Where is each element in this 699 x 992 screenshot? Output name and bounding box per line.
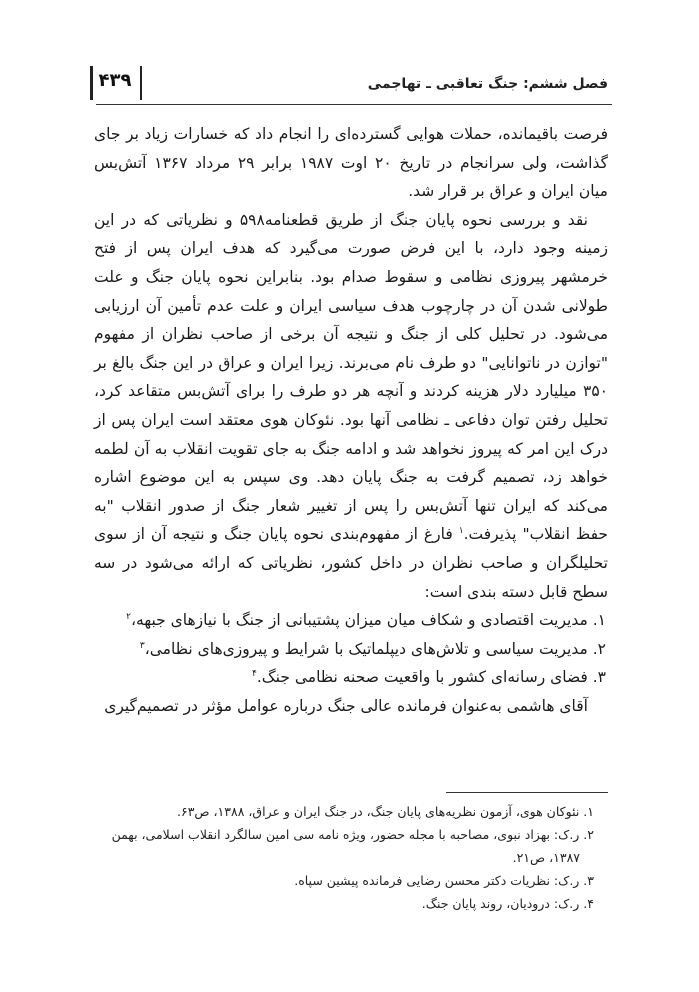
footnote-ref: ۴	[252, 669, 257, 680]
list-item	[94, 635, 608, 664]
page-number: ۴۳۹	[98, 70, 132, 91]
footnote-4: ۴. ر.ک: درودیان، روند پایان جنگ.	[421, 896, 594, 911]
footnote-ref: ۲	[126, 611, 132, 622]
header-rule	[96, 104, 612, 105]
footnote-ref: ۳	[139, 640, 145, 651]
paragraph-1: فرصت باقیمانده، حملات هوایی گسترده‌ای را انجام داد که خسارات زیاد بر جای گذاشت، ولی سرانجام در تاریخ ۲۰ اوت ۱۹۸۷ برابر ۲۹ مرداد ۱۳۶۷ آتش‌بس میان ایران و عراق بر قرار شد.	[94, 125, 608, 201]
footnote-separator	[446, 792, 608, 793]
footnotes	[94, 800, 608, 915]
list-item	[94, 663, 608, 692]
header-left-rule	[90, 66, 93, 100]
footnote-1: ۱. نئوکان هوی، آزمون نظریه‌های پایان جنگ، در جنگ ایران و عراق، ۱۳۸۸، ص۶۳.	[177, 804, 594, 819]
footnote-ref: ۱	[458, 526, 464, 537]
paragraph-2-part-a: نقد و بررسی نحوه پایان جنگ از طریق قطعنامه۵۹۸ و نظریاتی که در این زمینه وجود دارد، با این فرض صورت می‌گیرد که هدف ایران پس از فتح خرمشهر پیروزی نظامی و سقوط صدام بود. بنابراین نحوه پایان جنگ و علت طولانی شدن آن در چارچوب هدف سیاسی ایران و علت عدم تأمین آن ارزیابی می‌شود. در تحلیل کلی از جنگ و نتیجه آن برخی از صاحب نظران از مفهوم "توازن در ناتوانایی" دو طرف نام می‌برند. زیرا ایران و عراق در این جنگ بالغ بر ۳۵۰ میلیارد دلار هزینه کردند و آنچه هر دو طرف را برای آتش‌بس متقاعد کرد، تحلیل رفتن توان دفاعی ـ نظامی آنها بود. نئوکان هوی معتقد است ایران پس از درک این امر که پیروز نخواهد شد و ادامه جنگ به جای تقویت انقلاب به آن لطمه خواهد زد، تصمیم گرفت به جنگ پایان دهد. وی سپس به این موضوع اشاره می‌کند که ایران تنها آتش‌بس را پس از تغییر شعار جنگ از صدور انقلاب "به حفظ انقلاب" پذیرفت.	[94, 210, 608, 544]
header-divider	[140, 66, 142, 100]
footnote-3: ۳. ر.ک: نظریات دکتر محسن رضایی فرمانده پیشین سپاه.	[294, 873, 594, 888]
list-item-text: ۳. فضای رسانه‌ای کشور با واقعیت صحنه نظامی جنگ.	[256, 668, 606, 687]
body-text	[94, 120, 608, 720]
paragraph-2-part-b: فارغ از مفهوم‌بندی نحوه پایان جنگ و نتیجه آن از سوی تحلیلگران و صاحب نظران در داخل کشور، نظریاتی که ارائه می‌شود در سه سطح قابل دسته بندی است:	[94, 525, 608, 601]
list-item-text: ۲. مدیریت سیاسی و تلاش‌های دیپلماتیک با شرایط و پیروزی‌های نظامی،	[144, 639, 606, 658]
chapter-title: فصل ششم: جنگ تعاقبی ـ تهاجمی	[367, 76, 608, 92]
footnote-2-continued: ۱۳۸۷، ص۲۱.	[512, 850, 580, 865]
paragraph-2	[94, 206, 608, 606]
running-header	[96, 70, 612, 100]
footnote-2: ۲. ر.ک: بهزاد نبوی، مصاحبه با مجله حضور، ویژه نامه سی امین سالگرد انقلاب اسلامی، بهمن	[111, 827, 594, 842]
paragraph-3: آقای هاشمی به‌عنوان فرمانده عالی جنگ درباره عوامل مؤثر در تصمیم‌گیری	[104, 696, 588, 715]
list-item-text: ۱. مدیریت اقتصادی و شکاف میان میزان پشتیبانی از جنگ با نیازهای جبهه،	[131, 611, 606, 630]
list-item	[94, 606, 608, 635]
